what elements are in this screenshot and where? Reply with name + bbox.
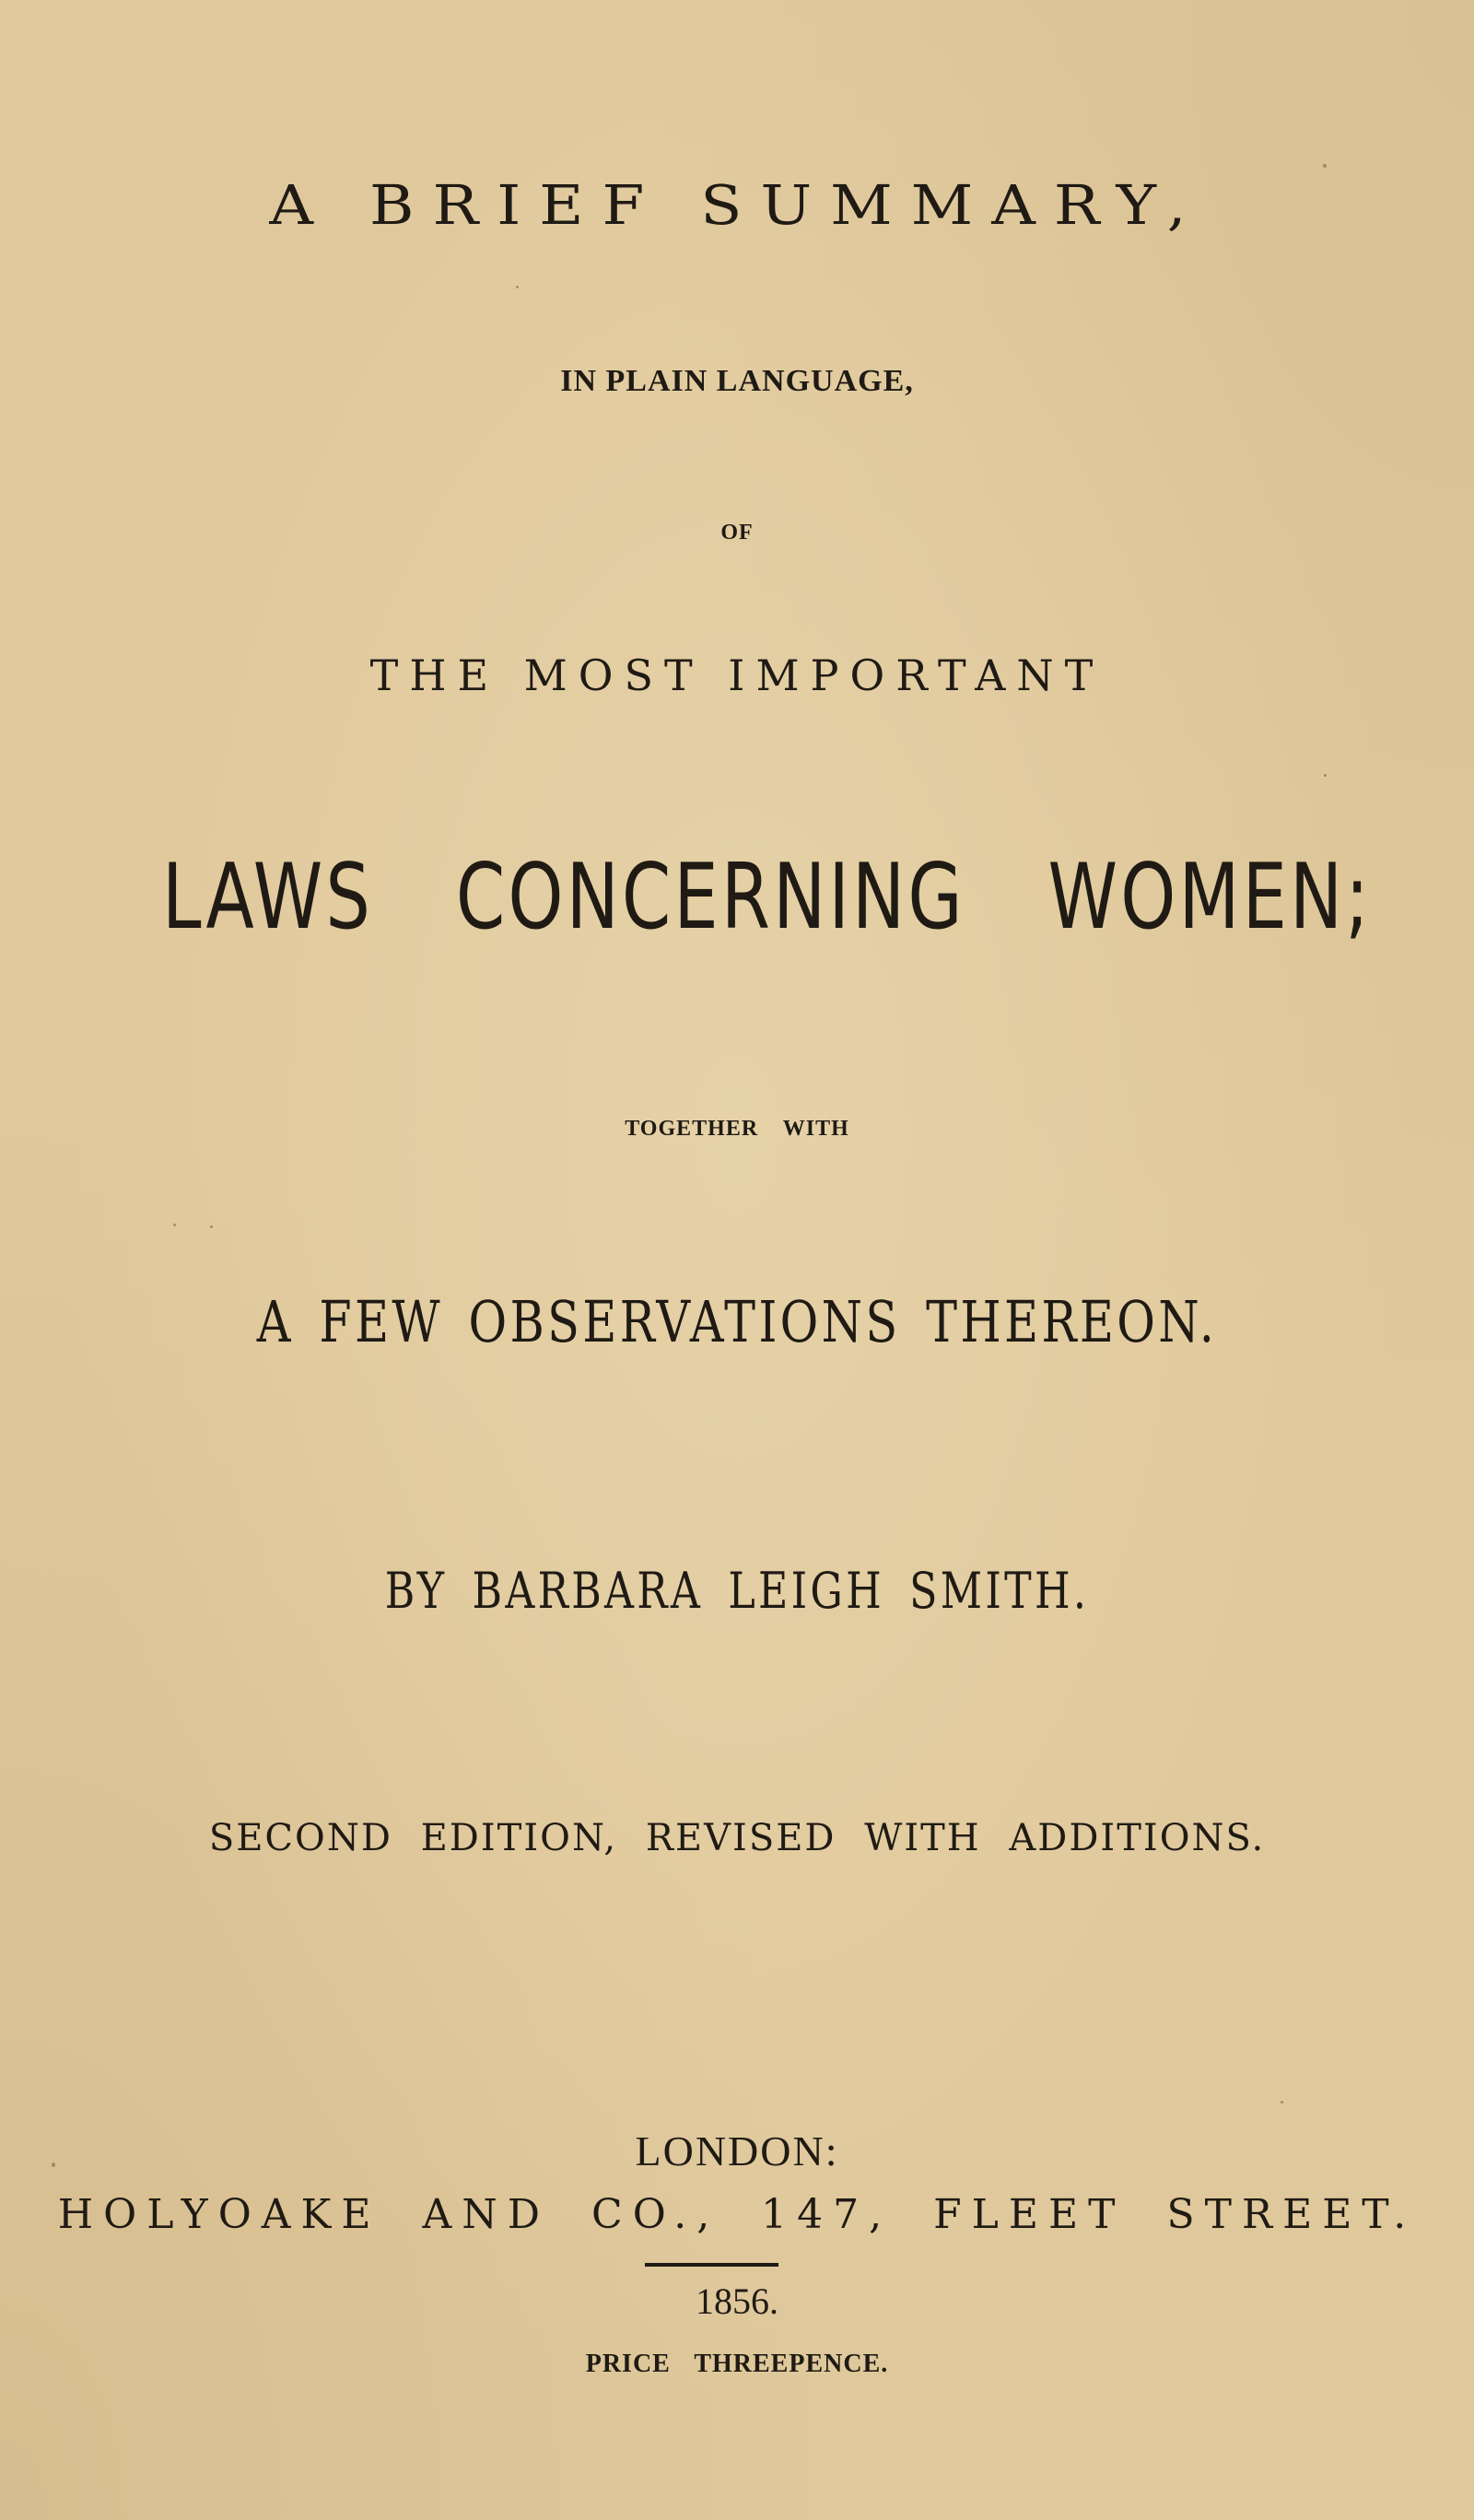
paper-speck: [1324, 774, 1327, 777]
publication-year: 1856.: [696, 2280, 778, 2322]
subtitle-most-important: THE MOST IMPORTANT: [369, 651, 1105, 700]
paper-speck: [1281, 2101, 1283, 2104]
imprint-city: LONDON:: [635, 2127, 839, 2174]
paper-speck: [1323, 164, 1327, 168]
paper-speck: [516, 286, 519, 288]
price-line: PRICE THREEPENCE.: [585, 2350, 889, 2378]
paper-speck: [210, 1225, 213, 1228]
edition-line: SECOND EDITION, REVISED WITH ADDITIONS.: [208, 1817, 1266, 1859]
paper-speck: [173, 1224, 176, 1226]
subheading-observations: A FEW OBSERVATIONS THEREON.: [256, 1288, 1218, 1355]
main-heading: LAWS CONCERNING WOMEN;: [162, 845, 1373, 950]
imprint-divider: [645, 2263, 778, 2267]
title: A BRIEF SUMMARY,: [269, 172, 1205, 238]
subtitle-of: OF: [720, 521, 754, 545]
paper-speck: [52, 2163, 55, 2167]
subtitle-plain-language: IN PLAIN LANGUAGE,: [560, 364, 914, 398]
imprint-publisher: HOLYOAKE AND CO., 147, FLEET STREET.: [57, 2191, 1417, 2238]
author-line: BY BARBARA LEIGH SMITH.: [384, 1562, 1090, 1620]
connector-together-with: TOGETHER WITH: [625, 1117, 849, 1141]
